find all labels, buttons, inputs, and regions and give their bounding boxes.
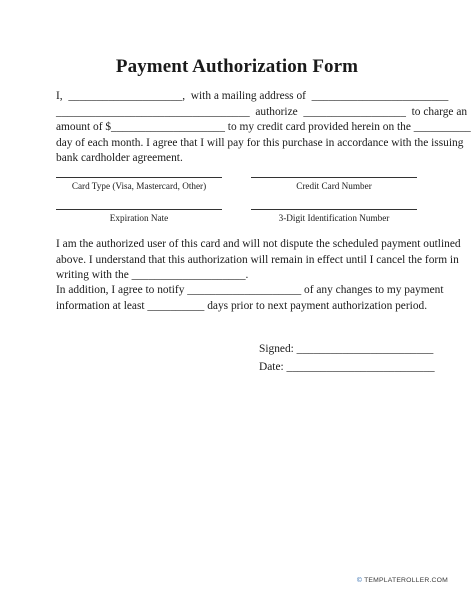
- footer-credit: [357, 577, 448, 584]
- intro-line: __________________________________ authorize __________________ to charge an: [56, 105, 468, 118]
- intro-line: I, ____________________, with a mailing address of ________________________: [56, 90, 449, 102]
- authorized-user-paragraph: [56, 237, 461, 284]
- page-title: Payment Authorization Form: [115, 56, 359, 77]
- card-type-field[interactable]: [56, 177, 222, 191]
- addition-line: information at least __________ days prior to next payment authorization period.: [56, 299, 428, 312]
- intro-line: bank cardholder agreement.: [56, 152, 183, 165]
- signature-field[interactable]: Signed: ________________________: [259, 343, 434, 355]
- expiration-date-label: Expiration Nate: [109, 213, 169, 223]
- credit-card-number-line: [251, 177, 417, 178]
- security-code-line: [251, 209, 417, 210]
- expiration-date-line: [56, 209, 222, 210]
- credit-card-number-field[interactable]: [251, 177, 417, 191]
- date-field[interactable]: Date: __________________________: [259, 361, 435, 373]
- footer-text: TEMPLATEROLLER.COM: [362, 577, 448, 584]
- security-code-field[interactable]: [251, 209, 417, 223]
- credit-card-number-label: Credit Card Number: [296, 181, 372, 191]
- copyright-icon: ©: [356, 577, 363, 584]
- intro-line: day of each month. I agree that I will pay for this purchase in accordance with the issuing: [56, 136, 464, 149]
- security-code-label: 3-Digit Identification Number: [278, 213, 390, 223]
- addition-line: In addition, I agree to notify ____________________ of any changes to my payment: [56, 284, 444, 296]
- intro-line: amount of $____________________ to my credit card provided herein on the __________: [56, 121, 471, 134]
- card-type-line: [56, 177, 222, 178]
- expiration-date-field[interactable]: [56, 209, 222, 223]
- authorized-line: above. I understand that this authorization will remain in effect until I cancel the form in: [56, 253, 459, 266]
- authorized-line: writing with the ____________________.: [56, 269, 249, 282]
- intro-paragraph: [56, 89, 471, 167]
- authorized-line: I am the authorized user of this card and will not dispute the scheduled payment outlined: [56, 238, 461, 250]
- notification-paragraph: [56, 283, 444, 314]
- card-type-label: Card Type (Visa, Mastercard, Other): [71, 181, 207, 191]
